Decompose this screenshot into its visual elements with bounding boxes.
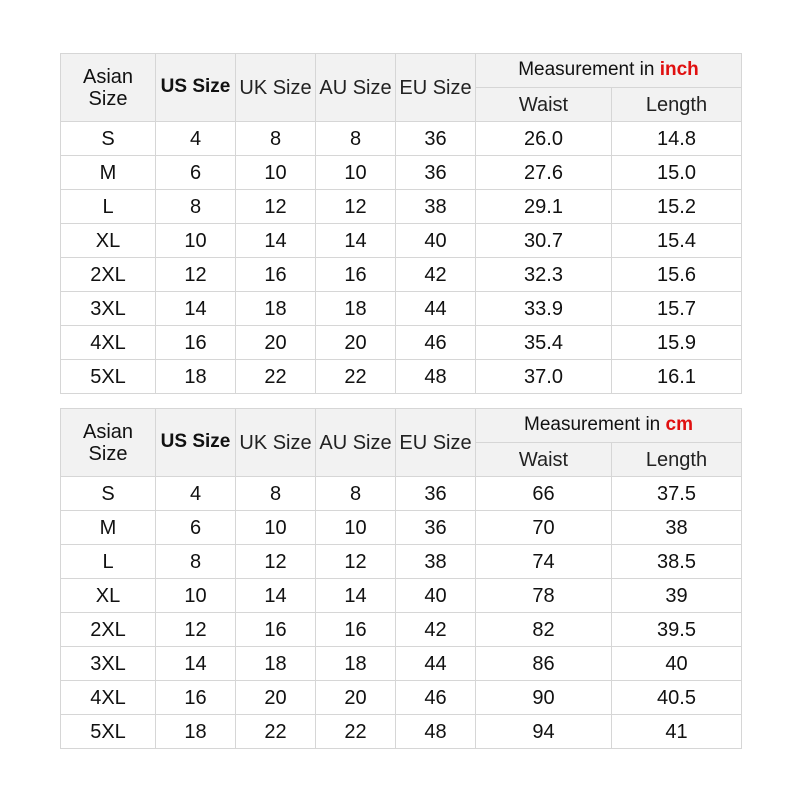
cell-au-size: 18 — [316, 647, 396, 681]
cell-uk-size: 14 — [236, 579, 316, 613]
cell-asian-size: XL — [61, 579, 156, 613]
cell-length: 14.8 — [612, 122, 742, 156]
cell-us-size: 18 — [156, 715, 236, 749]
cell-us-size: 8 — [156, 190, 236, 224]
cell-uk-size: 16 — [236, 258, 316, 292]
cell-length: 15.4 — [612, 224, 742, 258]
cell-asian-size: 5XL — [61, 360, 156, 394]
cell-au-size: 20 — [316, 681, 396, 715]
cell-waist: 78 — [476, 579, 612, 613]
cell-eu-size: 48 — [396, 360, 476, 394]
cell-asian-size: S — [61, 477, 156, 511]
cell-us-size: 8 — [156, 545, 236, 579]
table-row — [61, 579, 742, 613]
header-us-size: US Size — [156, 54, 236, 122]
cell-waist: 32.3 — [476, 258, 612, 292]
cell-length: 16.1 — [612, 360, 742, 394]
header-length: Length — [612, 88, 742, 122]
table-row — [61, 511, 742, 545]
cell-length: 39 — [612, 579, 742, 613]
cell-waist: 86 — [476, 647, 612, 681]
header-waist: Waist — [476, 443, 612, 477]
cell-uk-size: 12 — [236, 190, 316, 224]
cell-asian-size: 2XL — [61, 258, 156, 292]
cell-us-size: 16 — [156, 681, 236, 715]
cell-uk-size: 10 — [236, 511, 316, 545]
table-row — [61, 715, 742, 749]
cell-us-size: 10 — [156, 224, 236, 258]
table-row — [61, 156, 742, 190]
header-asian-size: Asian Size — [61, 409, 156, 477]
cell-eu-size: 36 — [396, 511, 476, 545]
cell-length: 40.5 — [612, 681, 742, 715]
cell-waist: 82 — [476, 613, 612, 647]
cell-us-size: 12 — [156, 613, 236, 647]
header-measurement-inch — [476, 54, 742, 88]
cell-us-size: 4 — [156, 477, 236, 511]
cell-us-size: 14 — [156, 647, 236, 681]
cell-au-size: 22 — [316, 715, 396, 749]
measurement-prefix: Measurement in — [518, 59, 655, 81]
header-eu-size: EU Size — [396, 54, 476, 122]
cell-waist: 30.7 — [476, 224, 612, 258]
cell-eu-size: 40 — [396, 224, 476, 258]
measurement-prefix: Measurement in — [524, 414, 661, 436]
cell-uk-size: 10 — [236, 156, 316, 190]
table-row — [61, 477, 742, 511]
cell-au-size: 10 — [316, 511, 396, 545]
cell-au-size: 16 — [316, 258, 396, 292]
size-chart-cm-table — [60, 408, 742, 749]
cell-au-size: 14 — [316, 579, 396, 613]
cell-waist: 35.4 — [476, 326, 612, 360]
cell-eu-size: 36 — [396, 477, 476, 511]
cell-asian-size: M — [61, 156, 156, 190]
table-row — [61, 292, 742, 326]
cell-au-size: 10 — [316, 156, 396, 190]
cell-waist: 94 — [476, 715, 612, 749]
cell-uk-size: 22 — [236, 360, 316, 394]
cell-uk-size: 16 — [236, 613, 316, 647]
cell-asian-size: 3XL — [61, 292, 156, 326]
cell-uk-size: 22 — [236, 715, 316, 749]
cell-eu-size: 42 — [396, 613, 476, 647]
cell-au-size: 12 — [316, 190, 396, 224]
table-row — [61, 545, 742, 579]
cell-uk-size: 14 — [236, 224, 316, 258]
cell-length: 39.5 — [612, 613, 742, 647]
cell-us-size: 10 — [156, 579, 236, 613]
cell-length: 38.5 — [612, 545, 742, 579]
cell-asian-size: 4XL — [61, 681, 156, 715]
cell-uk-size: 8 — [236, 477, 316, 511]
cell-au-size: 8 — [316, 122, 396, 156]
cell-length: 38 — [612, 511, 742, 545]
cell-us-size: 4 — [156, 122, 236, 156]
cell-waist: 66 — [476, 477, 612, 511]
cell-length: 15.0 — [612, 156, 742, 190]
cell-waist: 90 — [476, 681, 612, 715]
cell-eu-size: 36 — [396, 122, 476, 156]
cell-au-size: 16 — [316, 613, 396, 647]
cell-asian-size: XL — [61, 224, 156, 258]
cell-us-size: 14 — [156, 292, 236, 326]
cell-uk-size: 8 — [236, 122, 316, 156]
cell-length: 41 — [612, 715, 742, 749]
table-row — [61, 258, 742, 292]
table-row — [61, 326, 742, 360]
header-uk-size: UK Size — [236, 54, 316, 122]
cell-au-size: 20 — [316, 326, 396, 360]
cell-waist: 26.0 — [476, 122, 612, 156]
cell-uk-size: 20 — [236, 681, 316, 715]
cell-au-size: 8 — [316, 477, 396, 511]
cell-us-size: 18 — [156, 360, 236, 394]
cell-eu-size: 36 — [396, 156, 476, 190]
cell-asian-size: M — [61, 511, 156, 545]
cell-eu-size: 46 — [396, 326, 476, 360]
cell-length: 15.6 — [612, 258, 742, 292]
cell-length: 15.2 — [612, 190, 742, 224]
table-row — [61, 613, 742, 647]
cell-us-size: 6 — [156, 511, 236, 545]
header-length: Length — [612, 443, 742, 477]
cell-au-size: 14 — [316, 224, 396, 258]
cell-eu-size: 44 — [396, 647, 476, 681]
table-row — [61, 224, 742, 258]
cell-eu-size: 44 — [396, 292, 476, 326]
cell-eu-size: 38 — [396, 545, 476, 579]
cell-asian-size: L — [61, 190, 156, 224]
cell-asian-size: 4XL — [61, 326, 156, 360]
measurement-unit: cm — [665, 414, 693, 436]
header-measurement-cm — [476, 409, 742, 443]
header-au-size: AU Size — [316, 54, 396, 122]
cell-eu-size: 40 — [396, 579, 476, 613]
table-row — [61, 122, 742, 156]
cell-asian-size: 5XL — [61, 715, 156, 749]
cell-length: 15.9 — [612, 326, 742, 360]
cell-waist: 37.0 — [476, 360, 612, 394]
size-chart-inch-table — [60, 53, 742, 394]
cell-length: 37.5 — [612, 477, 742, 511]
table-row — [61, 190, 742, 224]
header-au-size: AU Size — [316, 409, 396, 477]
header-eu-size: EU Size — [396, 409, 476, 477]
cell-eu-size: 42 — [396, 258, 476, 292]
cell-waist: 27.6 — [476, 156, 612, 190]
cell-us-size: 16 — [156, 326, 236, 360]
cell-uk-size: 18 — [236, 292, 316, 326]
table-row — [61, 647, 742, 681]
cell-asian-size: 2XL — [61, 613, 156, 647]
header-us-size: US Size — [156, 409, 236, 477]
cell-au-size: 18 — [316, 292, 396, 326]
header-uk-size: UK Size — [236, 409, 316, 477]
cell-uk-size: 12 — [236, 545, 316, 579]
cell-asian-size: L — [61, 545, 156, 579]
cell-eu-size: 38 — [396, 190, 476, 224]
cell-length: 40 — [612, 647, 742, 681]
cell-au-size: 12 — [316, 545, 396, 579]
table-row — [61, 681, 742, 715]
cell-us-size: 12 — [156, 258, 236, 292]
cell-length: 15.7 — [612, 292, 742, 326]
cell-waist: 70 — [476, 511, 612, 545]
cell-waist: 29.1 — [476, 190, 612, 224]
cell-uk-size: 20 — [236, 326, 316, 360]
measurement-unit: inch — [659, 59, 699, 81]
cell-asian-size: 3XL — [61, 647, 156, 681]
cell-waist: 74 — [476, 545, 612, 579]
cell-au-size: 22 — [316, 360, 396, 394]
cell-waist: 33.9 — [476, 292, 612, 326]
cell-eu-size: 46 — [396, 681, 476, 715]
cell-asian-size: S — [61, 122, 156, 156]
header-waist: Waist — [476, 88, 612, 122]
header-asian-size: Asian Size — [61, 54, 156, 122]
cell-us-size: 6 — [156, 156, 236, 190]
table-row — [61, 360, 742, 394]
cell-eu-size: 48 — [396, 715, 476, 749]
cell-uk-size: 18 — [236, 647, 316, 681]
